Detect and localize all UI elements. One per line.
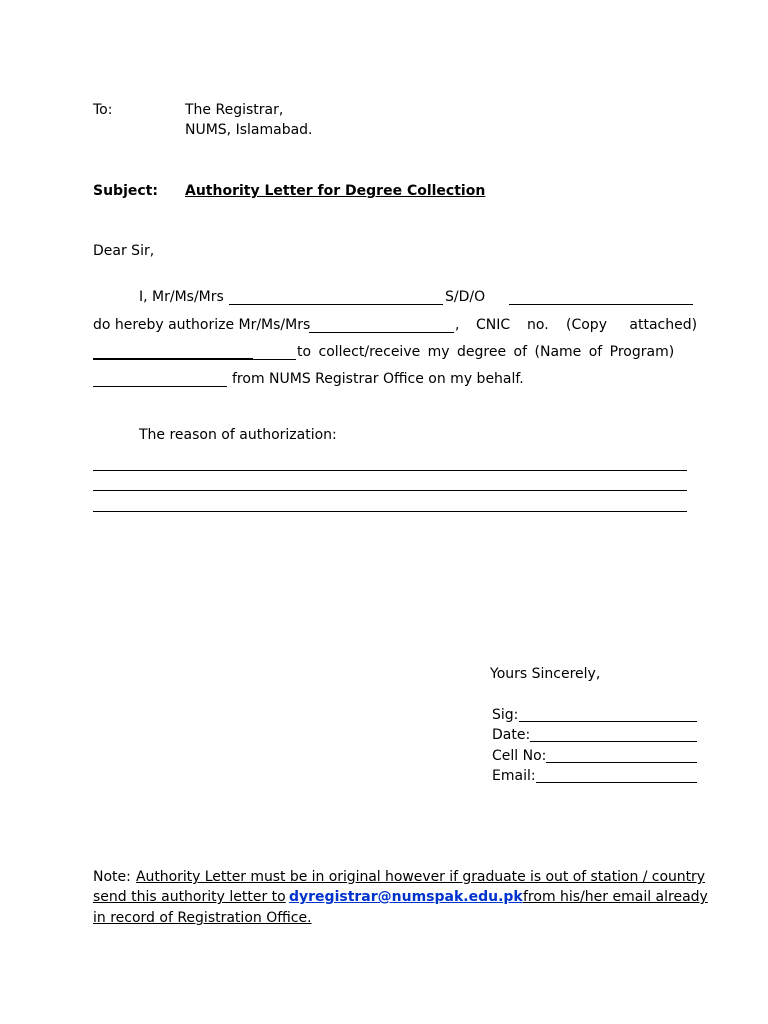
copy-attached-label: (Copy attached) — [566, 317, 698, 333]
reason-line-3[interactable] — [93, 511, 687, 512]
name-blank-line[interactable] — [229, 304, 443, 305]
body-line2-prefix: do hereby authorize Mr/Ms/Mrs — [93, 317, 311, 333]
program-blank-line[interactable] — [93, 386, 227, 387]
sig-label: Sig: — [492, 707, 519, 723]
yours-sincerely: Yours Sincerely, — [490, 666, 601, 682]
note-label: Note: — [93, 869, 131, 885]
authorized-person-blank-line[interactable] — [309, 332, 454, 333]
note-text-line1: Authority Letter must be in original however if graduate is out of station / country — [136, 869, 705, 885]
parent-name-blank-line[interactable] — [509, 304, 693, 305]
cnic-blank-line-ext[interactable] — [253, 359, 296, 360]
date-label: Date: — [492, 727, 531, 743]
body-line4-text: from NUMS Registrar Office on my behalf. — [232, 371, 524, 387]
sig-blank-line[interactable] — [519, 721, 697, 722]
body-line3-text: to collect/receive my degree of (Name of Program) — [297, 344, 675, 360]
cnic-blank-line[interactable] — [93, 358, 253, 360]
recipient-line-2: NUMS, Islamabad. — [185, 122, 313, 138]
body-line1-prefix: I, Mr/Ms/Mrs — [139, 289, 224, 305]
email-label: Email: — [492, 768, 536, 784]
note-text-line2-prefix: send this authority letter to — [93, 889, 286, 905]
sdo-label: S/D/O — [445, 289, 486, 305]
cnic-no-label: no. — [527, 317, 549, 333]
comma: , — [455, 317, 460, 333]
salutation: Dear Sir, — [93, 243, 155, 259]
cnic-label: CNIC — [476, 317, 511, 333]
reason-line-1[interactable] — [93, 470, 687, 471]
email-blank-line[interactable] — [536, 782, 697, 783]
subject-text: Authority Letter for Degree Collection — [185, 183, 486, 199]
subject-label: Subject: — [93, 183, 158, 199]
cell-blank-line[interactable] — [546, 762, 697, 763]
date-blank-line[interactable] — [530, 741, 697, 742]
to-label: To: — [93, 102, 113, 118]
note-text-line2-suffix: from his/her email already — [523, 889, 708, 905]
reason-label: The reason of authorization: — [139, 427, 337, 443]
recipient-line-1: The Registrar, — [185, 102, 284, 118]
cell-label: Cell No: — [492, 748, 547, 764]
registrar-email-link[interactable]: dyregistrar@numspak.edu.pk — [289, 889, 523, 905]
note-text-line3: in record of Registration Office. — [93, 910, 312, 926]
reason-line-2[interactable] — [93, 490, 687, 491]
